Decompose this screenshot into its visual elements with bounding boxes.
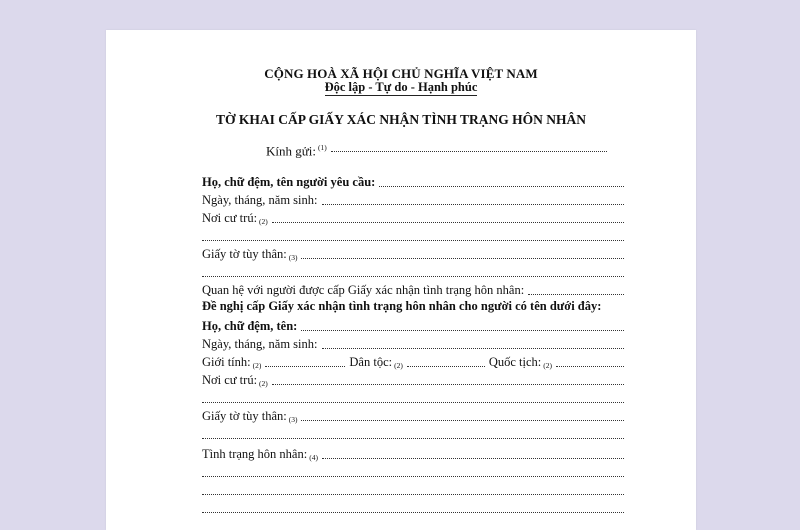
form-title: TỜ KHAI CẤP GIẤY XÁC NHẬN TÌNH TRẠNG HÔN NHÂN <box>216 112 586 127</box>
recipient-line <box>266 143 611 159</box>
requester-residence-field[interactable] <box>272 221 624 223</box>
requester-relation-field[interactable] <box>528 293 624 295</box>
subject-marital-field-3[interactable] <box>202 493 624 495</box>
requester-residence-row-2 <box>202 226 626 244</box>
subject-marital-label: Tình trạng hôn nhân: <box>202 447 308 461</box>
requester-name-row <box>202 172 626 190</box>
requester-name-field[interactable] <box>379 185 624 187</box>
requester-residence-row <box>202 208 626 226</box>
subject-ethnicity-label: Dân tộc: <box>349 355 393 369</box>
recipient-field[interactable] <box>331 150 607 152</box>
requester-residence-note: (2) <box>259 217 268 226</box>
subject-gender-note: (2) <box>252 361 262 370</box>
subject-gender-label: Giới tính: <box>202 355 251 369</box>
requester-residence-label: Nơi cư trú: <box>202 211 258 225</box>
subject-id-field-2[interactable] <box>202 437 624 439</box>
subject-dob-field[interactable] <box>322 347 625 349</box>
subject-residence-label: Nơi cư trú: <box>202 373 258 387</box>
subject-marital-row <box>202 444 626 462</box>
subject-nationality-field[interactable] <box>556 365 624 367</box>
subject-name-field[interactable] <box>301 329 624 331</box>
form-page <box>106 30 696 530</box>
subject-name-label: Họ, chữ đệm, tên: <box>202 319 298 333</box>
subject-dob-label: Ngày, tháng, năm sinh: <box>202 337 318 351</box>
subject-marital-row-2 <box>202 462 626 480</box>
subject-residence-row <box>202 370 626 388</box>
subject-id-row <box>202 406 626 424</box>
subject-id-field[interactable] <box>301 419 624 421</box>
motto-line <box>106 80 696 95</box>
national-title: CỘNG HOÀ XÃ HỘI CHỦ NGHĨA VIỆT NAM <box>264 66 538 81</box>
requester-dob-label: Ngày, tháng, năm sinh: <box>202 193 318 207</box>
motto: Độc lập - Tự do - Hạnh phúc <box>324 80 478 94</box>
subject-residence-note: (2) <box>259 379 268 388</box>
request-heading: Đề nghị cấp Giấy xác nhận tình trạng hôn nhân cho người có tên dưới đây: <box>202 299 602 313</box>
requester-id-note: (3) <box>288 253 298 262</box>
requester-relation-label: Quan hệ với người được cấp Giấy xác nhận tình trạng hôn nhân: <box>202 283 525 297</box>
requester-relation-row <box>202 280 626 298</box>
recipient-label: Kính gửi: <box>266 143 317 159</box>
subject-id-row-2 <box>202 424 626 442</box>
requester-id-field[interactable] <box>301 257 624 259</box>
subject-gender-field[interactable] <box>265 365 345 367</box>
subject-demographics-row <box>202 352 626 370</box>
subject-name-row <box>202 316 626 334</box>
requester-id-field-2[interactable] <box>202 275 624 277</box>
subject-residence-row-2 <box>202 388 626 406</box>
requester-id-row <box>202 244 626 262</box>
requester-name-label: Họ, chữ đệm, tên người yêu cầu: <box>202 175 376 189</box>
recipient-note: (1) <box>318 143 327 152</box>
subject-marital-field[interactable] <box>322 457 624 459</box>
subject-marital-row-4 <box>202 498 626 516</box>
subject-marital-row-3 <box>202 480 626 498</box>
subject-nationality-note: (2) <box>543 361 553 370</box>
subject-id-label: Giấy tờ tùy thân: <box>202 409 287 423</box>
requester-residence-field-2[interactable] <box>202 239 624 241</box>
subject-ethnicity-field[interactable] <box>407 365 485 367</box>
requester-id-label: Giấy tờ tùy thân: <box>202 247 287 261</box>
subject-marital-field-2[interactable] <box>202 475 624 477</box>
subject-id-note: (3) <box>288 415 298 424</box>
subject-residence-field[interactable] <box>272 383 624 385</box>
requester-dob-field[interactable] <box>322 203 625 205</box>
subject-nationality-label: Quốc tịch: <box>488 355 542 369</box>
subject-marital-field-4[interactable] <box>202 511 624 513</box>
requester-dob-row <box>202 190 626 208</box>
subject-residence-field-2[interactable] <box>202 401 624 403</box>
requester-id-row-2 <box>202 262 626 280</box>
subject-dob-row <box>202 334 626 352</box>
subject-marital-note: (4) <box>309 453 318 462</box>
subject-ethnicity-note: (2) <box>394 361 403 370</box>
